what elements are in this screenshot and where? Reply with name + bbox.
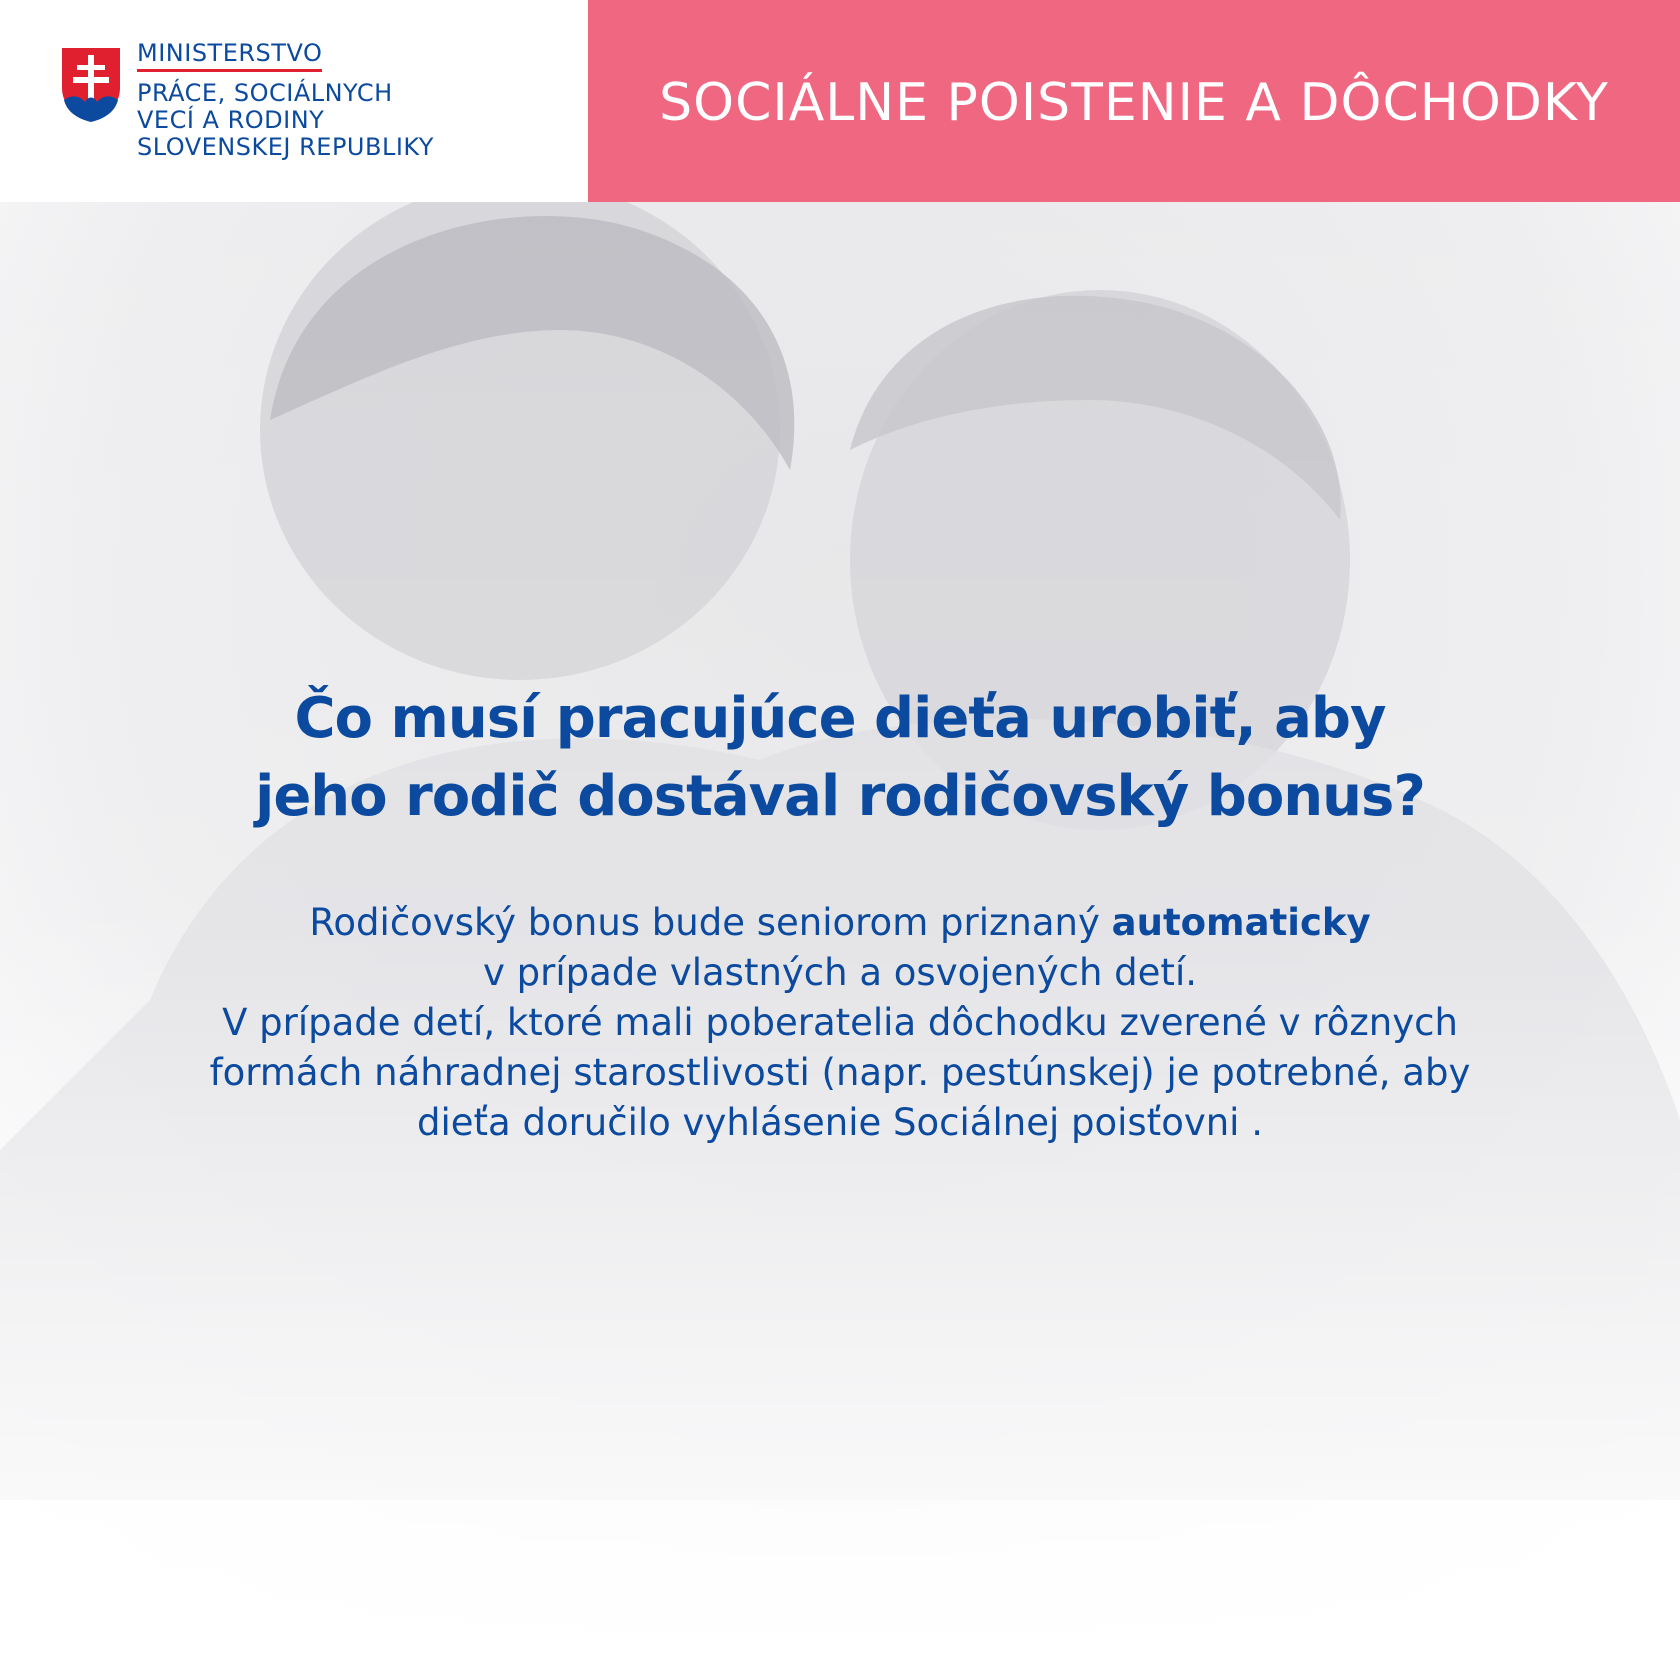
question-line1: Čo musí pracujúce dieťa urobiť, aby (294, 686, 1386, 751)
answer-line5: dieťa doručilo vyhlásenie Sociálnej poisťovni . (417, 1101, 1263, 1144)
ministry-name-line4: SLOVENSKEJ REPUBLIKY (137, 133, 434, 161)
ministry-name (137, 40, 434, 161)
answer-line2: v prípade vlastných a osvojených detí. (483, 951, 1197, 994)
ministry-name-line2: PRÁCE, SOCIÁLNYCH (137, 79, 393, 107)
ministry-name-line1: MINISTERSTVO (137, 40, 322, 72)
category-title: SOCIÁLNE POISTENIE A DÔCHODKY (659, 73, 1609, 133)
answer-text (0, 898, 1680, 1148)
question-line2: jeho rodič dostával rodičovský bonus? (255, 764, 1425, 829)
answer-line1-text: Rodičovský bonus bude seniorom priznaný (309, 901, 1112, 944)
main-content (0, 680, 1680, 1148)
ministry-header (0, 0, 588, 202)
answer-line4: formách náhradnej starostlivosti (napr. pestúnskej) je potrebné, aby (209, 1051, 1471, 1094)
category-banner (588, 0, 1680, 202)
answer-line1-bold: automaticky (1111, 901, 1371, 944)
answer-line3: V prípade detí, ktoré mali poberatelia dôchodku zverené v rôznych (222, 1001, 1458, 1044)
answer-line1 (0, 898, 1680, 948)
slovak-coat-of-arms-icon (58, 44, 124, 124)
ministry-name-line3: VECÍ A RODINY (137, 106, 325, 134)
question-heading (0, 680, 1680, 836)
